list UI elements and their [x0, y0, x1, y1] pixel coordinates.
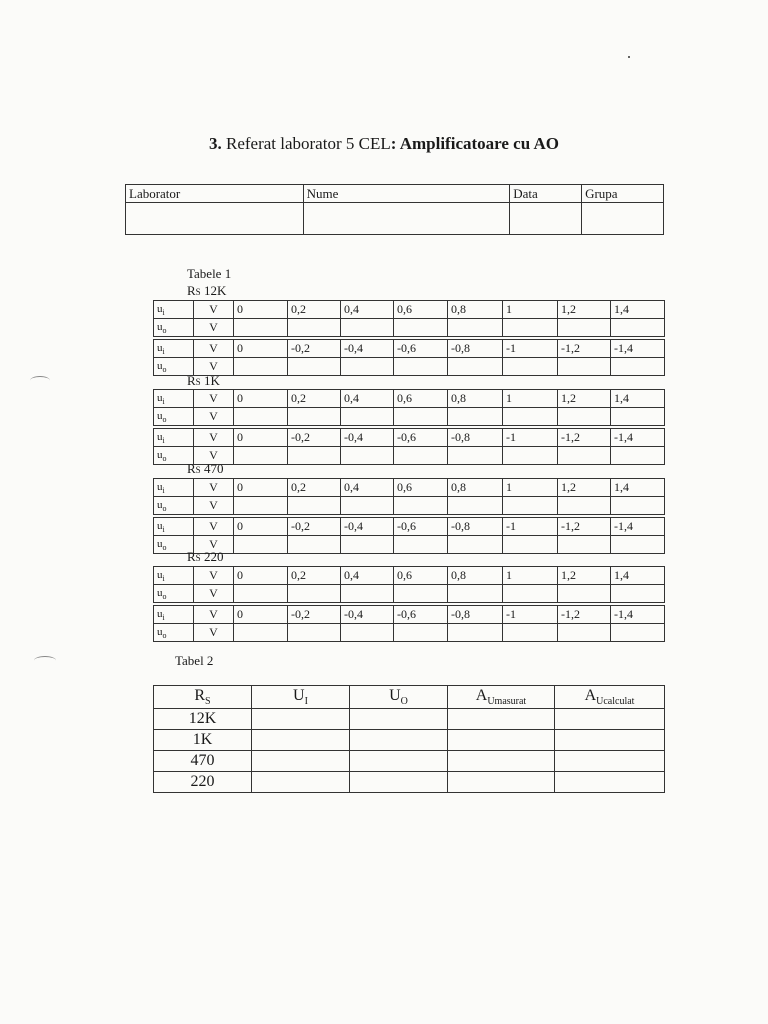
- input-value-cell: 0,4: [341, 390, 394, 408]
- table2-cell[interactable]: [448, 730, 555, 751]
- table2-cell[interactable]: [448, 751, 555, 772]
- output-value-cell[interactable]: [448, 585, 503, 603]
- output-value-cell[interactable]: [234, 585, 288, 603]
- table2-header-row: [154, 686, 665, 709]
- input-value-cell: -1: [503, 340, 558, 358]
- input-value-cell: 0,2: [288, 479, 341, 497]
- input-value-cell: 0: [234, 606, 288, 624]
- ui-label: $u_i$: [154, 606, 194, 624]
- values-table: [153, 566, 665, 603]
- input-value-cell: 1,4: [611, 567, 665, 585]
- table2-cell[interactable]: [252, 751, 350, 772]
- ui-label: $u_i$: [154, 567, 194, 585]
- table2-cell[interactable]: [448, 772, 555, 793]
- values-table: [153, 517, 665, 554]
- input-value-cell: -1: [503, 606, 558, 624]
- unit-cell: V: [194, 567, 234, 585]
- scan-mark: [34, 656, 56, 665]
- output-value-cell[interactable]: [288, 408, 341, 426]
- table2-cell[interactable]: [555, 709, 665, 730]
- output-value-cell[interactable]: [558, 585, 611, 603]
- unit-cell: V: [194, 301, 234, 319]
- input-value-cell: 0: [234, 301, 288, 319]
- table2-header-uo: $U_O$: [350, 686, 448, 709]
- output-value-cell[interactable]: [448, 358, 503, 376]
- rs-value: 470: [203, 461, 224, 476]
- unit-cell: V: [194, 429, 234, 447]
- output-value-cell[interactable]: [394, 358, 448, 376]
- output-value-cell[interactable]: [611, 447, 665, 465]
- input-value-cell: -1,4: [611, 518, 665, 536]
- table2-cell[interactable]: [350, 751, 448, 772]
- input-value-cell: 0,8: [448, 390, 503, 408]
- output-value-cell[interactable]: [503, 585, 558, 603]
- input-value-cell: 0,8: [448, 479, 503, 497]
- title-colon: :: [390, 134, 397, 153]
- table2-cell[interactable]: [555, 730, 665, 751]
- output-value-cell[interactable]: [394, 447, 448, 465]
- output-voltage-row: [154, 358, 665, 376]
- values-table: [153, 478, 665, 515]
- output-value-cell[interactable]: [288, 585, 341, 603]
- input-value-cell: 0,4: [341, 567, 394, 585]
- output-value-cell[interactable]: [503, 536, 558, 554]
- table2: [153, 685, 665, 793]
- tabel2-caption: Tabel 2: [175, 653, 214, 668]
- values-table: [153, 300, 665, 337]
- output-value-cell[interactable]: [341, 585, 394, 603]
- ui-label: $u_i$: [154, 340, 194, 358]
- rs-letter: R: [187, 549, 196, 564]
- output-value-cell[interactable]: [341, 624, 394, 642]
- table2-row: [154, 709, 665, 730]
- input-value-cell: -1,2: [558, 429, 611, 447]
- output-value-cell[interactable]: [341, 408, 394, 426]
- rs-caption: [187, 549, 223, 565]
- unit-cell: V: [194, 497, 234, 515]
- input-value-cell: 1: [503, 479, 558, 497]
- unit-cell: V: [194, 390, 234, 408]
- uo-label: $u_o$: [154, 497, 194, 515]
- output-value-cell[interactable]: [341, 497, 394, 515]
- input-value-cell: -0,4: [341, 606, 394, 624]
- output-value-cell[interactable]: [611, 536, 665, 554]
- output-value-cell[interactable]: [341, 319, 394, 337]
- input-value-cell: -0,8: [448, 518, 503, 536]
- output-value-cell[interactable]: [288, 447, 341, 465]
- input-voltage-row: [154, 567, 665, 585]
- output-value-cell[interactable]: [234, 319, 288, 337]
- output-value-cell[interactable]: [503, 497, 558, 515]
- input-value-cell: -0,2: [288, 518, 341, 536]
- input-value-cell: -0,6: [394, 429, 448, 447]
- table2-rs-value: 470: [154, 751, 252, 772]
- table2-cell[interactable]: [555, 772, 665, 793]
- table2-row: [154, 751, 665, 772]
- output-voltage-row: [154, 497, 665, 515]
- output-value-cell[interactable]: [448, 497, 503, 515]
- ui-label: $u_i$: [154, 390, 194, 408]
- rs-subscript: S: [195, 465, 201, 475]
- input-value-cell: 1,4: [611, 390, 665, 408]
- output-value-cell[interactable]: [558, 536, 611, 554]
- input-value-cell: -0,2: [288, 340, 341, 358]
- table2-rs-value: 220: [154, 772, 252, 793]
- output-value-cell[interactable]: [288, 536, 341, 554]
- ui-label: $u_i$: [154, 518, 194, 536]
- rs-subscript: S: [195, 553, 201, 563]
- input-value-cell: 0,8: [448, 567, 503, 585]
- tabele1-caption: Tabele 1: [187, 266, 232, 281]
- input-value-cell: -0,4: [341, 518, 394, 536]
- table2-rs-value: 12K: [154, 709, 252, 730]
- output-value-cell[interactable]: [288, 624, 341, 642]
- output-value-cell[interactable]: [448, 536, 503, 554]
- input-value-cell: -1: [503, 429, 558, 447]
- values-table: [153, 389, 665, 426]
- input-value-cell: 0,2: [288, 301, 341, 319]
- input-voltage-row: [154, 301, 665, 319]
- output-value-cell[interactable]: [611, 408, 665, 426]
- ui-label: $u_i$: [154, 301, 194, 319]
- output-voltage-row: [154, 536, 665, 554]
- output-value-cell[interactable]: [503, 408, 558, 426]
- table2-cell[interactable]: [252, 730, 350, 751]
- unit-cell: V: [194, 518, 234, 536]
- table2-cell[interactable]: [350, 772, 448, 793]
- header-table: [125, 184, 664, 235]
- rs-value: 12K: [203, 283, 227, 298]
- uo-label: $u_o$: [154, 408, 194, 426]
- output-value-cell[interactable]: [611, 319, 665, 337]
- output-value-cell[interactable]: [234, 408, 288, 426]
- input-value-cell: 0,2: [288, 390, 341, 408]
- input-value-cell: 0: [234, 429, 288, 447]
- title-plain: Referat laborator 5 CEL: [221, 134, 391, 153]
- rs-caption: [187, 461, 223, 477]
- input-value-cell: -1: [503, 518, 558, 536]
- unit-cell: V: [194, 447, 234, 465]
- output-value-cell[interactable]: [341, 536, 394, 554]
- uo-label: $u_o$: [154, 585, 194, 603]
- output-value-cell[interactable]: [558, 408, 611, 426]
- output-value-cell[interactable]: [558, 319, 611, 337]
- input-value-cell: 0,6: [394, 301, 448, 319]
- scan-speck: [628, 56, 630, 58]
- unit-cell: V: [194, 319, 234, 337]
- output-value-cell[interactable]: [341, 358, 394, 376]
- input-value-cell: 0: [234, 518, 288, 536]
- data-field[interactable]: [510, 203, 582, 235]
- input-value-cell: -0,6: [394, 518, 448, 536]
- rs-subscript: S: [195, 287, 201, 297]
- output-value-cell[interactable]: [503, 358, 558, 376]
- output-value-cell[interactable]: [288, 497, 341, 515]
- nume-field[interactable]: [303, 203, 510, 235]
- table2-cell[interactable]: [448, 709, 555, 730]
- unit-cell: V: [194, 408, 234, 426]
- table2-cell[interactable]: [555, 751, 665, 772]
- output-value-cell[interactable]: [234, 536, 288, 554]
- ui-label: $u_i$: [154, 479, 194, 497]
- rs-letter: R: [187, 373, 196, 388]
- input-value-cell: -1,4: [611, 340, 665, 358]
- input-value-cell: 0: [234, 479, 288, 497]
- input-voltage-row: [154, 518, 665, 536]
- input-voltage-row: [154, 606, 665, 624]
- output-voltage-row: [154, 319, 665, 337]
- input-value-cell: -0,8: [448, 606, 503, 624]
- rs-caption: [187, 283, 226, 299]
- output-value-cell[interactable]: [611, 585, 665, 603]
- output-value-cell[interactable]: [394, 319, 448, 337]
- unit-cell: V: [194, 340, 234, 358]
- output-value-cell[interactable]: [558, 497, 611, 515]
- output-value-cell[interactable]: [234, 447, 288, 465]
- header-nume: Nume: [303, 185, 510, 203]
- uo-label: $u_o$: [154, 319, 194, 337]
- output-value-cell[interactable]: [448, 447, 503, 465]
- input-value-cell: -0,6: [394, 340, 448, 358]
- ui-label: $u_i$: [154, 429, 194, 447]
- output-value-cell[interactable]: [394, 497, 448, 515]
- input-value-cell: -1,4: [611, 606, 665, 624]
- input-value-cell: 1,4: [611, 301, 665, 319]
- input-value-cell: 0: [234, 340, 288, 358]
- output-value-cell[interactable]: [341, 447, 394, 465]
- unit-cell: V: [194, 536, 234, 554]
- rs-value: 1K: [203, 373, 220, 388]
- output-value-cell[interactable]: [448, 408, 503, 426]
- input-value-cell: 1,2: [558, 390, 611, 408]
- input-value-cell: 1,2: [558, 301, 611, 319]
- output-value-cell[interactable]: [448, 319, 503, 337]
- output-value-cell[interactable]: [394, 624, 448, 642]
- input-value-cell: -0,4: [341, 429, 394, 447]
- output-voltage-row: [154, 585, 665, 603]
- input-value-cell: -0,8: [448, 340, 503, 358]
- output-value-cell[interactable]: [558, 624, 611, 642]
- table2-cell[interactable]: [252, 772, 350, 793]
- rs-letter: R: [187, 461, 196, 476]
- header-data: Data: [510, 185, 582, 203]
- output-value-cell[interactable]: [448, 624, 503, 642]
- output-value-cell[interactable]: [234, 624, 288, 642]
- input-value-cell: -0,4: [341, 340, 394, 358]
- title-bold: Amplificatoare cu AO: [396, 134, 559, 153]
- input-value-cell: 0,2: [288, 567, 341, 585]
- input-value-cell: 0,6: [394, 567, 448, 585]
- output-value-cell[interactable]: [288, 358, 341, 376]
- output-value-cell[interactable]: [611, 358, 665, 376]
- input-value-cell: 0,4: [341, 301, 394, 319]
- values-table: [153, 339, 665, 376]
- values-table: [153, 428, 665, 465]
- table2-row: [154, 772, 665, 793]
- rs-value: 220: [203, 549, 224, 564]
- output-voltage-row: [154, 447, 665, 465]
- rs-letter: R: [187, 283, 196, 298]
- uo-label: $u_o$: [154, 358, 194, 376]
- input-value-cell: -1,2: [558, 606, 611, 624]
- output-value-cell[interactable]: [503, 319, 558, 337]
- input-voltage-row: [154, 340, 665, 358]
- page-title: [0, 134, 768, 154]
- table2-cell[interactable]: [252, 709, 350, 730]
- uo-label: $u_o$: [154, 536, 194, 554]
- table2-cell[interactable]: [350, 709, 448, 730]
- output-value-cell[interactable]: [558, 447, 611, 465]
- table2-header-au-calculat: $A_{Ucalculat}$: [555, 686, 665, 709]
- output-value-cell[interactable]: [394, 536, 448, 554]
- table2-rs-value: 1K: [154, 730, 252, 751]
- values-table: [153, 605, 665, 642]
- output-voltage-row: [154, 408, 665, 426]
- input-value-cell: -1,2: [558, 518, 611, 536]
- input-value-cell: 1: [503, 390, 558, 408]
- input-value-cell: 1: [503, 301, 558, 319]
- output-value-cell[interactable]: [394, 408, 448, 426]
- unit-cell: V: [194, 479, 234, 497]
- header-grupa: Grupa: [582, 185, 664, 203]
- table2-row: [154, 730, 665, 751]
- input-value-cell: -0,6: [394, 606, 448, 624]
- unit-cell: V: [194, 585, 234, 603]
- output-value-cell[interactable]: [503, 624, 558, 642]
- input-voltage-row: [154, 479, 665, 497]
- unit-cell: V: [194, 624, 234, 642]
- output-value-cell[interactable]: [611, 497, 665, 515]
- input-value-cell: 1,2: [558, 479, 611, 497]
- input-value-cell: 0,6: [394, 390, 448, 408]
- output-value-cell[interactable]: [288, 319, 341, 337]
- input-value-cell: -0,2: [288, 606, 341, 624]
- output-value-cell[interactable]: [234, 497, 288, 515]
- grupa-field[interactable]: [582, 203, 664, 235]
- input-value-cell: 0: [234, 390, 288, 408]
- input-value-cell: -1,4: [611, 429, 665, 447]
- table2-header-rs: $R_S$: [154, 686, 252, 709]
- input-value-cell: -0,8: [448, 429, 503, 447]
- title-number: 3.: [208, 134, 222, 153]
- table2-header-ui: $U_I$: [252, 686, 350, 709]
- input-value-cell: 0: [234, 567, 288, 585]
- unit-cell: V: [194, 358, 234, 376]
- unit-cell: V: [194, 606, 234, 624]
- output-value-cell[interactable]: [611, 624, 665, 642]
- uo-label: $u_o$: [154, 624, 194, 642]
- output-value-cell[interactable]: [503, 447, 558, 465]
- scan-mark: [30, 376, 50, 385]
- output-value-cell[interactable]: [234, 358, 288, 376]
- input-voltage-row: [154, 390, 665, 408]
- table2-cell[interactable]: [350, 730, 448, 751]
- uo-label: $u_o$: [154, 447, 194, 465]
- laborator-field[interactable]: [126, 203, 304, 235]
- input-value-cell: 1,2: [558, 567, 611, 585]
- rs-caption: [187, 373, 220, 389]
- output-value-cell[interactable]: [558, 358, 611, 376]
- input-value-cell: 1: [503, 567, 558, 585]
- header-laborator: Laborator: [126, 185, 304, 203]
- input-value-cell: 1,4: [611, 479, 665, 497]
- rs-subscript: S: [195, 377, 201, 387]
- input-value-cell: -1,2: [558, 340, 611, 358]
- input-value-cell: -0,2: [288, 429, 341, 447]
- input-value-cell: 0,4: [341, 479, 394, 497]
- output-value-cell[interactable]: [394, 585, 448, 603]
- table2-header-au-masurat: $A_{Umasurat}$: [448, 686, 555, 709]
- input-voltage-row: [154, 429, 665, 447]
- input-value-cell: 0,6: [394, 479, 448, 497]
- input-value-cell: 0,8: [448, 301, 503, 319]
- output-voltage-row: [154, 624, 665, 642]
